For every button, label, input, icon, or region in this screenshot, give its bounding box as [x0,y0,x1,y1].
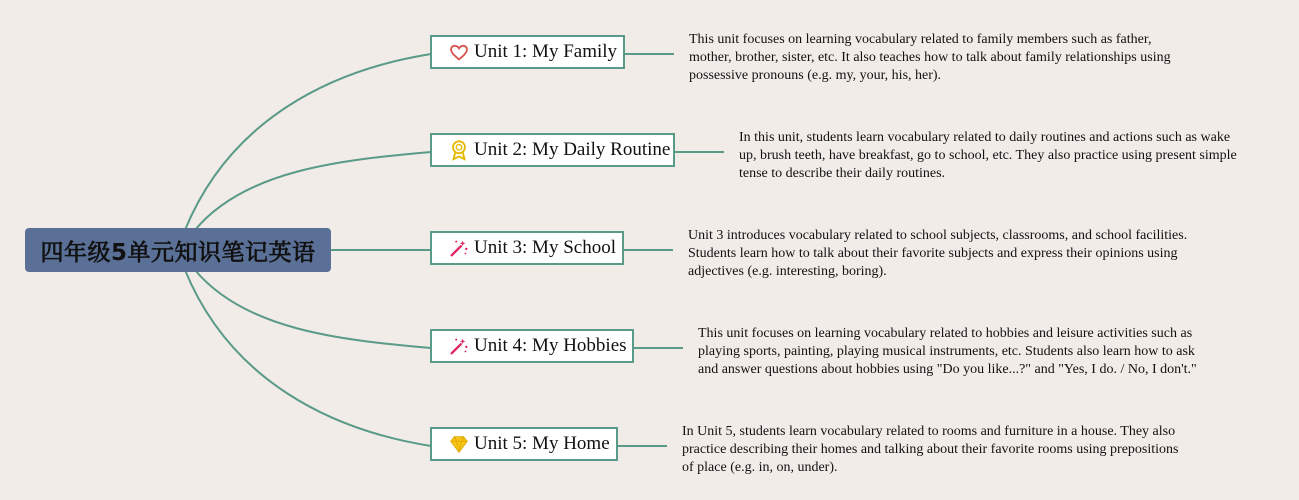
unit-2-node[interactable] [430,133,675,167]
unit-4-label: Unit 4: My Hobbies [474,335,627,356]
branch-line-unit-1 [185,54,431,230]
unit-3-description: Unit 3 introduces vocabulary related to school subjects, classrooms, and school facilities. Students learn how to talk about their favorite subjects and express their opinions using adjectives (e.g. interesting, boring). [688,228,1188,279]
magic-wand-icon [448,335,470,357]
heart-icon [448,41,470,63]
branch-line-unit-5 [185,270,431,446]
branch-line-unit-4 [195,270,431,348]
unit-2-description: In this unit, students learn vocabulary related to daily routines and actions such as wake up, brush teeth, have breakfast, go to school, etc. They also practice using present simple tense to describe their daily routines. [739,130,1237,181]
unit-4-description: This unit focuses on learning vocabulary related to hobbies and leisure activities such as playing sports, painting, playing musical instruments, etc. Students also learn how to ask and answer questions about hobbies using "Do you like...?" and "Yes, I do. / No, I don't." [698,326,1197,377]
unit-4-node[interactable] [430,329,634,363]
unit-3-node[interactable] [430,231,624,265]
root-topic[interactable] [25,228,331,272]
unit-5-label: Unit 5: My Home [474,433,610,454]
medal-icon [448,139,470,161]
branch-line-unit-2 [195,152,431,230]
diamond-icon [448,433,470,455]
unit-5-node[interactable] [430,427,618,461]
unit-1-label: Unit 1: My Family [474,41,618,62]
unit-1-node[interactable] [430,35,625,69]
root-topic-label: 四年级5单元知识笔记英语 [40,239,316,266]
unit-2-label: Unit 2: My Daily Routine [474,139,671,160]
unit-5-description: In Unit 5, students learn vocabulary related to rooms and furniture in a house. They also practice describing their homes and talking about their favorite rooms using prepositions of place (e.g. in, on, under). [682,424,1179,475]
magic-wand-icon [448,237,470,259]
unit-3-label: Unit 3: My School [474,237,616,258]
unit-1-description: This unit focuses on learning vocabulary related to family members such as father, mother, brother, sister, etc. It also teaches how to talk about family relationships using possessive pronouns (e.g. my, your, his, her). [689,32,1171,83]
